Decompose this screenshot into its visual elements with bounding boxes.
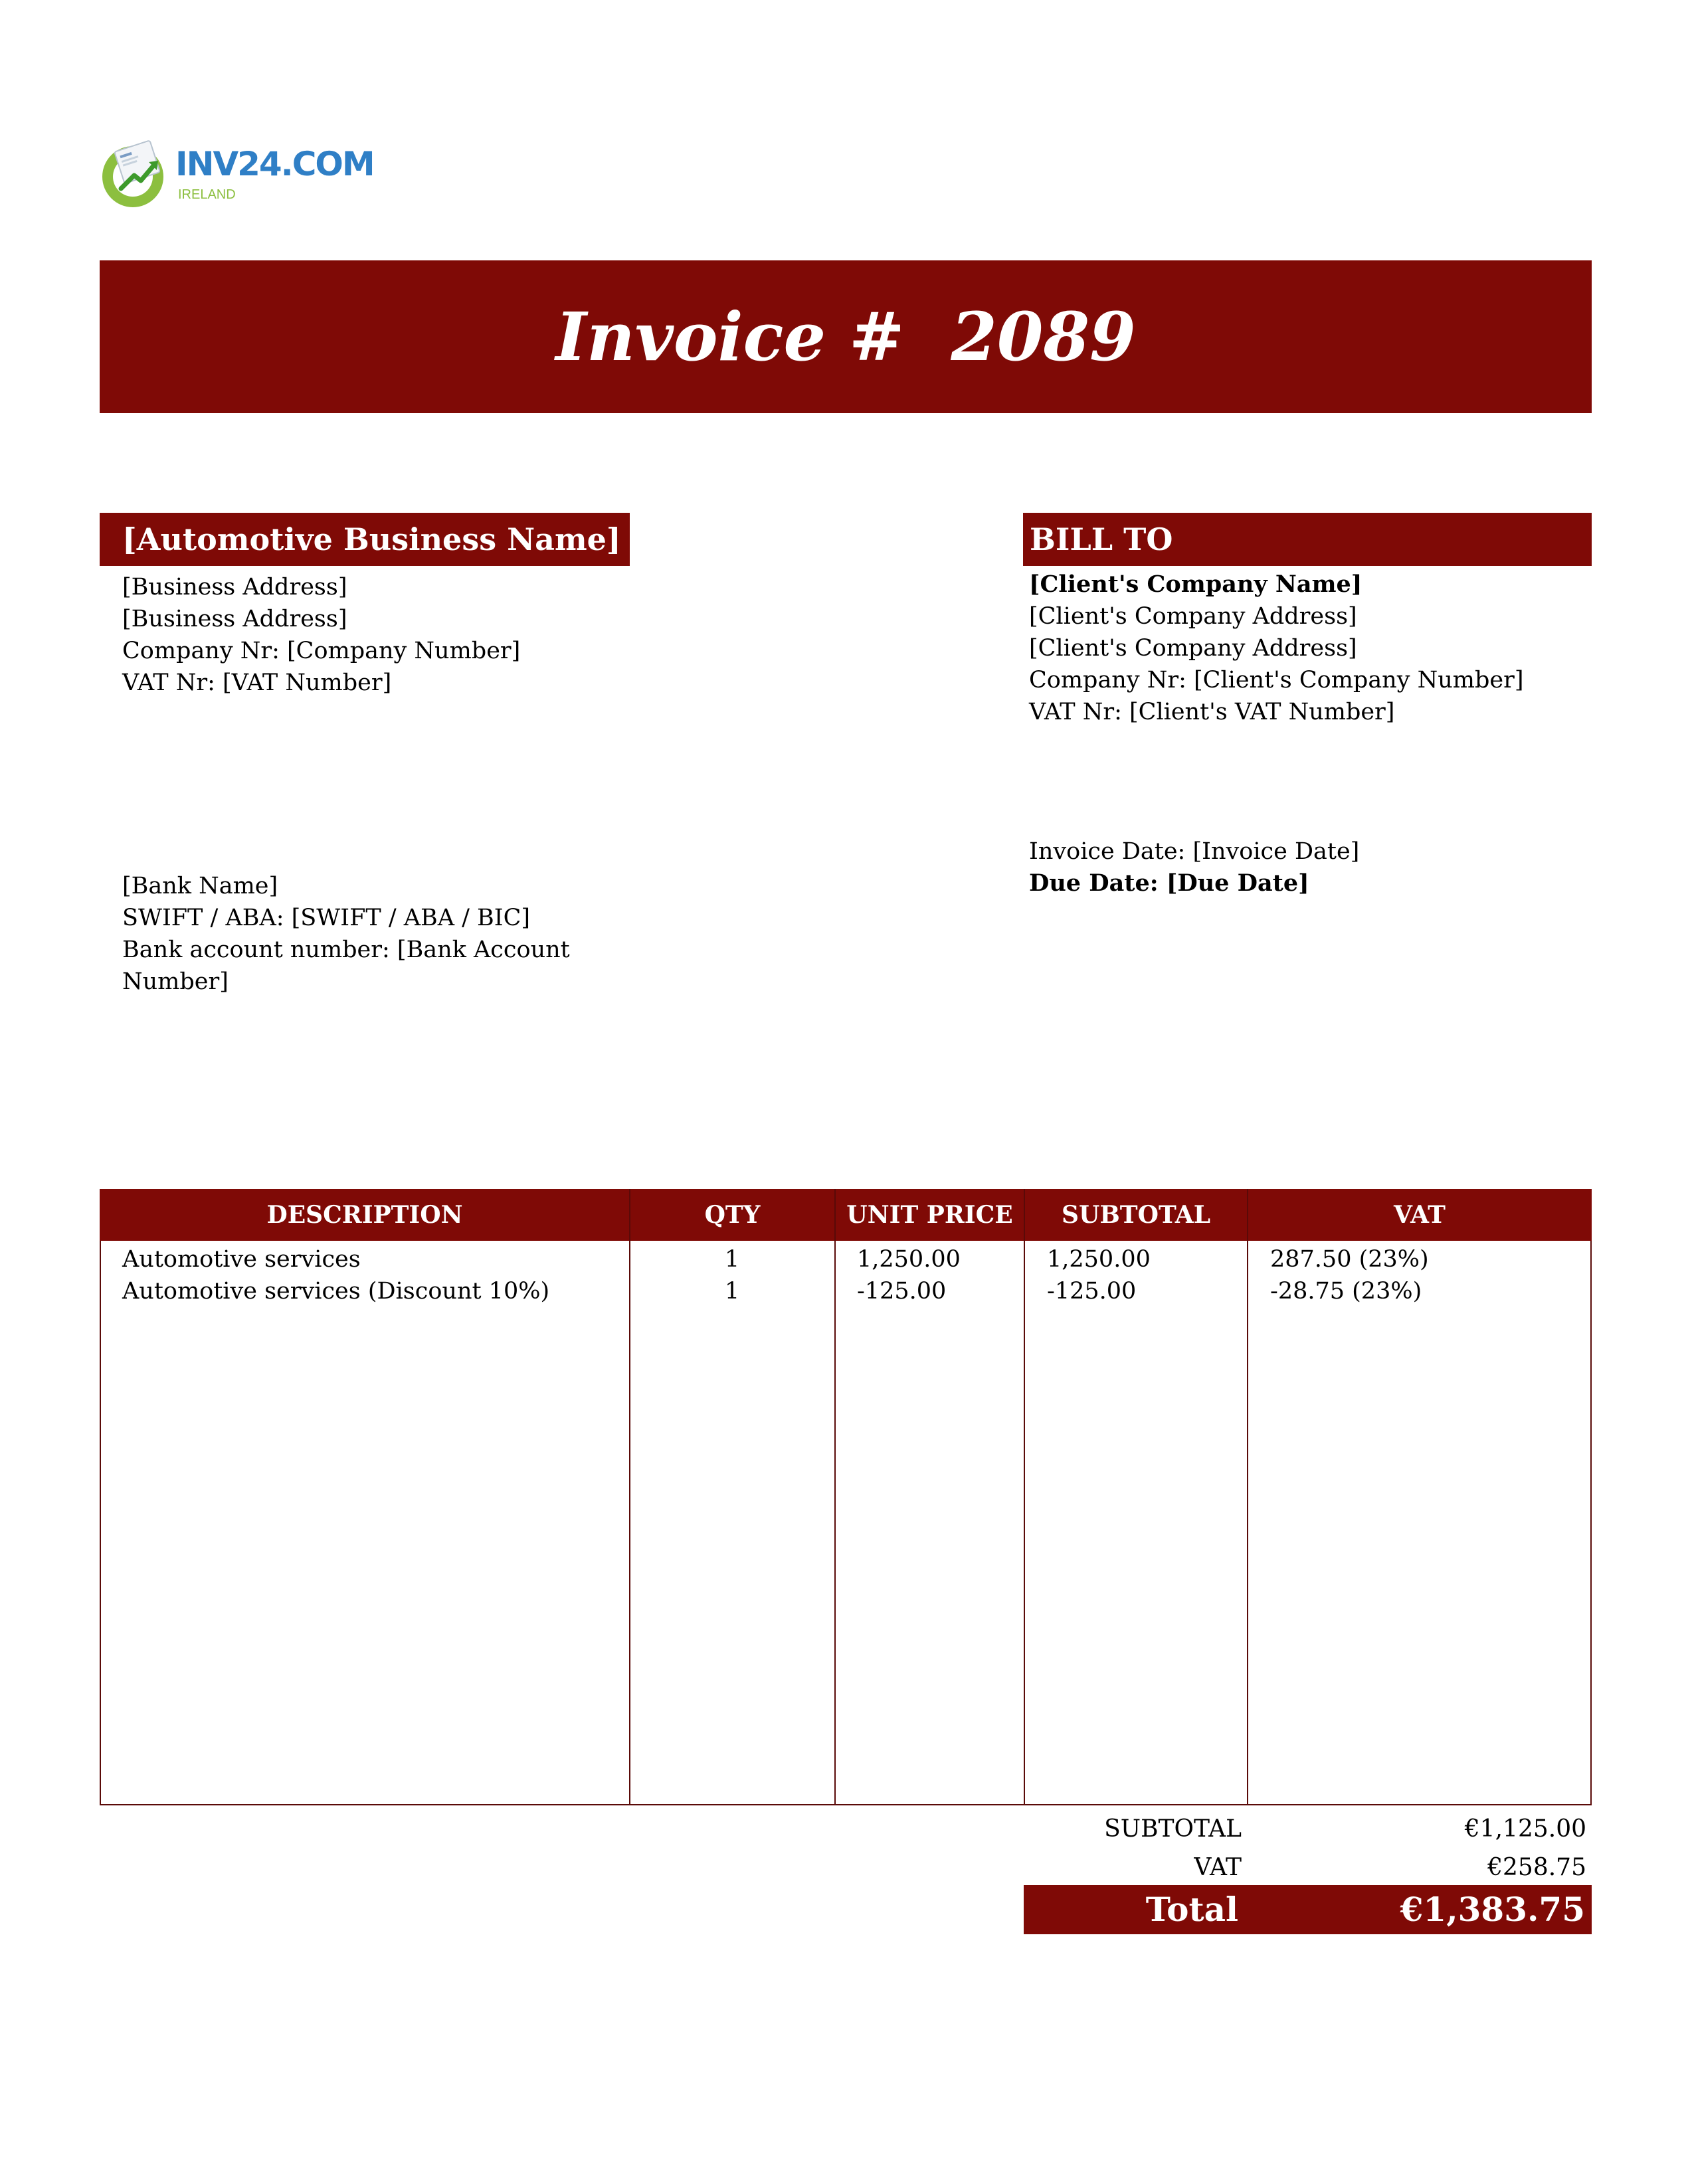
- items-table-header: [100, 1189, 1592, 1241]
- seller-details: [122, 571, 520, 699]
- row-subtotal: 1,250.00: [1047, 1246, 1151, 1273]
- logo-region: IRELAND: [178, 187, 236, 202]
- client-vat-number: VAT Nr: [Client's VAT Number]: [1029, 699, 1395, 725]
- client-address-line: [Client's Company Address]: [1029, 635, 1357, 662]
- col-subtotal-header: SUBTOTAL: [1061, 1201, 1211, 1229]
- row-subtotal: -125.00: [1047, 1278, 1137, 1305]
- seller-vat-number: VAT Nr: [VAT Number]: [122, 670, 392, 696]
- row-unit-price: 1,250.00: [857, 1246, 961, 1273]
- vat-label: VAT: [1194, 1854, 1242, 1881]
- subtotal-label: SUBTOTAL: [1104, 1815, 1242, 1843]
- column-divider: [1024, 1189, 1025, 1805]
- col-qty-header: QTY: [704, 1201, 761, 1229]
- invoice-date: Invoice Date: [Invoice Date]: [1029, 838, 1360, 865]
- bank-name: [Bank Name]: [122, 873, 278, 899]
- invoice-growth-logo-icon: [100, 137, 173, 210]
- bank-swift: SWIFT / ABA: [SWIFT / ABA / BIC]: [122, 905, 531, 931]
- seller-address-line: [Business Address]: [122, 574, 347, 600]
- total-bar: [1024, 1885, 1592, 1934]
- col-description-header: DESCRIPTION: [266, 1201, 463, 1229]
- seller-name-header: [Automotive Business Name]: [100, 513, 630, 566]
- invoice-title-banner: [100, 260, 1592, 413]
- seller-company-number: Company Nr: [Company Number]: [122, 638, 521, 664]
- due-date: Due Date: [Due Date]: [1029, 869, 1309, 897]
- col-unit-price-header: UNIT PRICE: [846, 1201, 1013, 1229]
- invoice-title: Invoice # 2089: [555, 298, 1136, 376]
- client-address-line: [Client's Company Address]: [1029, 603, 1357, 630]
- row-qty: 1: [724, 1278, 740, 1305]
- total-label: Total: [1145, 1890, 1238, 1929]
- bank-details: [122, 870, 570, 998]
- row-description: Automotive services (Discount 10%): [122, 1278, 550, 1305]
- items-table-body: [100, 1241, 1592, 1805]
- row-description: Automotive services: [122, 1246, 361, 1273]
- bill-to-header: BILL TO: [1023, 513, 1592, 566]
- column-divider: [1247, 1189, 1248, 1805]
- row-unit-price: -125.00: [857, 1278, 947, 1305]
- col-vat-header: VAT: [1394, 1201, 1446, 1229]
- invoice-dates: [1029, 836, 1359, 899]
- logo-wordmark: INV24.COM: [175, 145, 374, 183]
- client-company-number: Company Nr: [Client's Company Number]: [1029, 667, 1524, 693]
- client-company-name: [Client's Company Name]: [1029, 571, 1362, 598]
- row-qty: 1: [724, 1246, 740, 1273]
- seller-address-line: [Business Address]: [122, 606, 347, 632]
- bank-account-number-cont: Number]: [122, 968, 229, 995]
- subtotal-value: €1,125.00: [1464, 1815, 1586, 1843]
- total-value: €1,383.75: [1400, 1890, 1585, 1929]
- company-logo: [100, 137, 374, 210]
- bank-account-number: Bank account number: [Bank Account: [122, 937, 570, 963]
- client-details: [1029, 569, 1524, 728]
- vat-value: €258.75: [1487, 1854, 1586, 1881]
- row-vat: 287.50 (23%): [1270, 1246, 1429, 1273]
- row-vat: -28.75 (23%): [1270, 1278, 1422, 1305]
- column-divider: [834, 1189, 836, 1805]
